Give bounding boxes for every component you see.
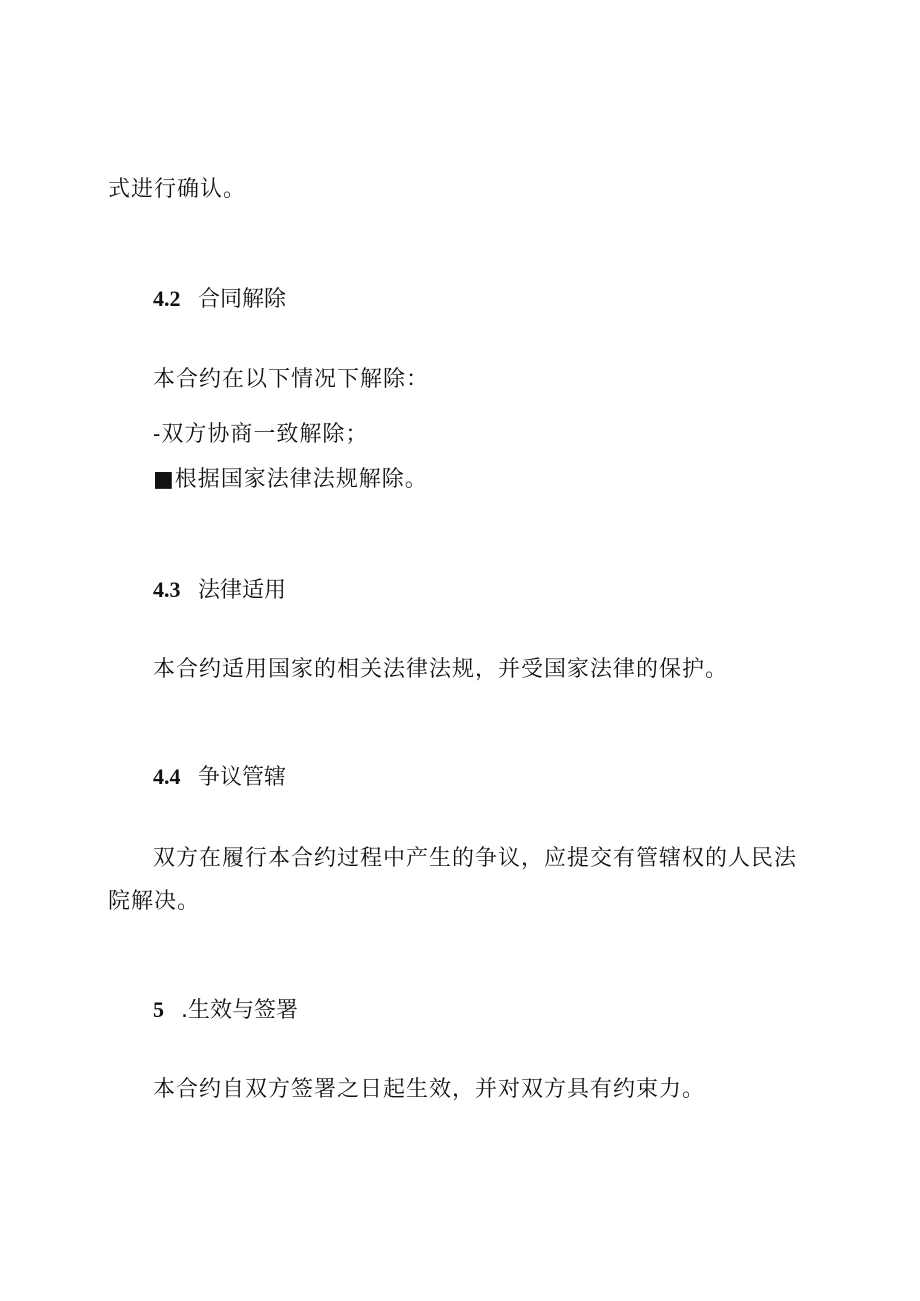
paragraph: 本合约自双方签署之日起生效，并对双方具有约束力。 (153, 1077, 706, 1102)
section-heading-4-2 (153, 285, 286, 314)
section-title: 争议管辖 (198, 765, 287, 790)
list-item: ■根据国家法律法规解除。 (153, 467, 428, 492)
continuation-text: 式进行确认。 (108, 177, 247, 202)
section-heading-4-4 (153, 763, 286, 792)
paragraph: 本合约在以下情况下解除： (153, 367, 430, 392)
section-number: 4.3 (153, 577, 181, 602)
paragraph: 本合约适用国家的相关法律法规，并受国家法律的保护。 (153, 657, 729, 682)
section-title: 合同解除 (198, 287, 287, 312)
list-item: -双方协商一致解除； (153, 422, 369, 447)
section-title: .生效与签署 (181, 998, 298, 1023)
section-heading-5 (153, 996, 298, 1025)
section-title: 法律适用 (198, 578, 287, 603)
section-number: 5 (153, 997, 164, 1022)
paragraph-continuation: 院解决。 (108, 889, 201, 914)
section-heading-4-3 (153, 576, 286, 605)
section-number: 4.2 (153, 286, 181, 311)
paragraph: 双方在履行本合约过程中产生的争议，应提交有管辖权的人民法 (153, 846, 798, 871)
section-number: 4.4 (153, 764, 181, 789)
